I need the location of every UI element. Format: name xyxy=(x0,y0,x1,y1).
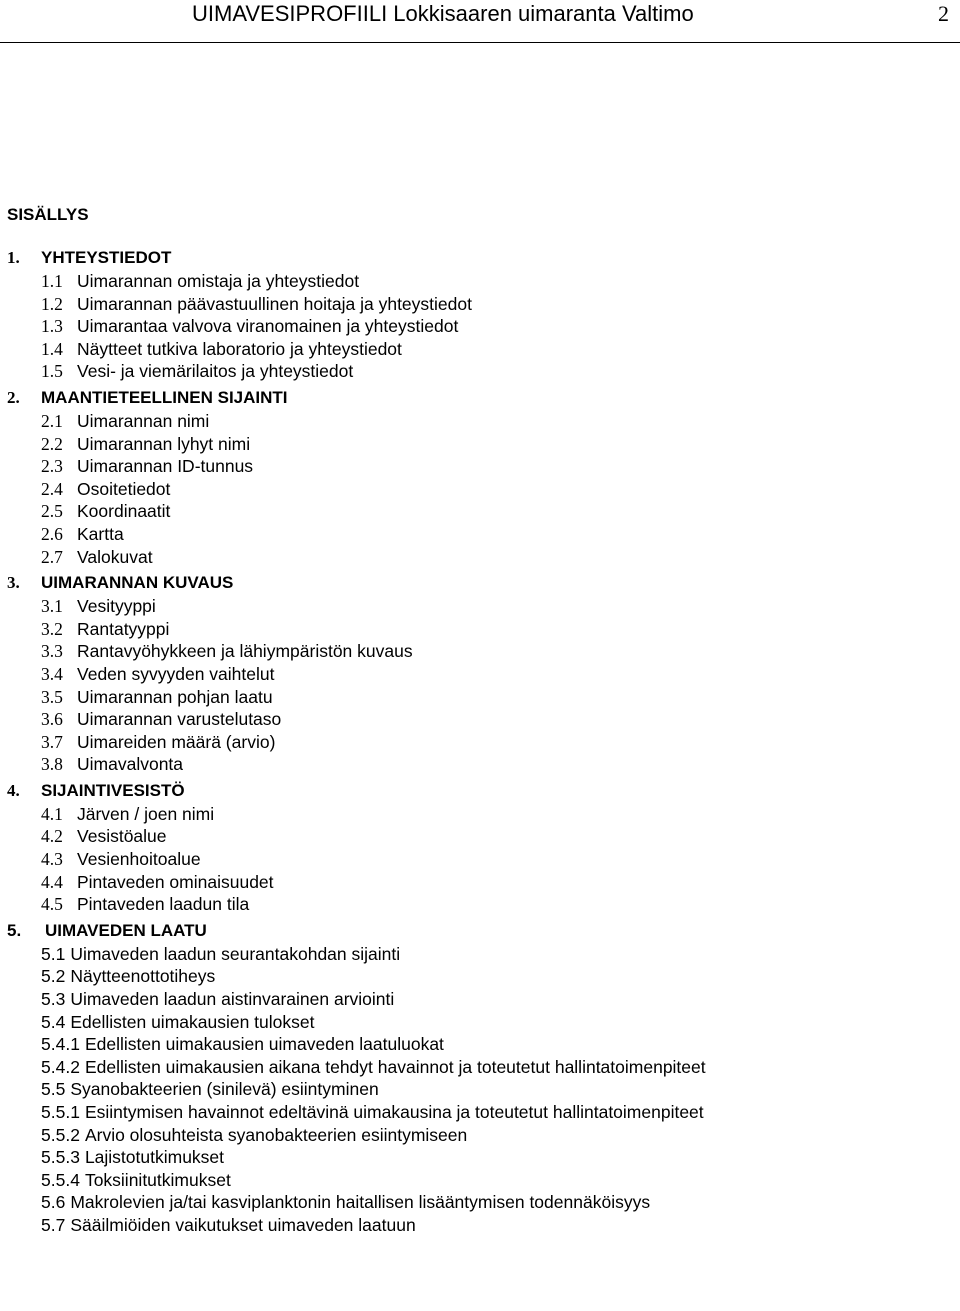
entry-number: 5.7 xyxy=(41,1214,66,1235)
toc-entry[interactable] xyxy=(41,1215,960,1238)
entry-label: Vesistöalue xyxy=(77,826,167,847)
entry-label: Osoitetiedot xyxy=(77,478,171,499)
entry-number: 5.5.2 xyxy=(41,1124,80,1145)
entry-label: Uimarannan ID-tunnus xyxy=(77,456,254,477)
entry-label: Näytteenottotiheys xyxy=(70,966,216,987)
entry-number: 2.4 xyxy=(41,478,63,499)
toc-entry[interactable] xyxy=(41,524,960,547)
entry-number: 5.4.2 xyxy=(41,1056,80,1077)
entry-number: 2.6 xyxy=(41,523,63,544)
section-heading[interactable] xyxy=(0,781,960,804)
section-title: MAANTIETEELLINEN SIJAINTI xyxy=(41,387,288,407)
toc-entry[interactable] xyxy=(41,339,960,362)
entry-label: Kartta xyxy=(77,523,124,544)
toc-entry[interactable] xyxy=(41,966,960,989)
entry-number: 4.5 xyxy=(41,894,63,915)
entry-label: Vesienhoitoalue xyxy=(77,849,201,870)
section-heading[interactable] xyxy=(0,388,960,411)
entry-number: 3.5 xyxy=(41,686,63,707)
toc-entry[interactable] xyxy=(41,596,960,619)
section-number: 2. xyxy=(7,387,20,407)
header-divider xyxy=(0,42,960,43)
entry-label: Sääilmiöiden vaikutukset uimaveden laatuun xyxy=(70,1214,416,1235)
entry-label: Rantatyyppi xyxy=(77,618,170,639)
toc-entry[interactable] xyxy=(41,1192,960,1215)
entry-number: 1.4 xyxy=(41,338,63,359)
section-items xyxy=(0,411,960,569)
entry-label: Uimaveden laadun aistinvarainen arviointi xyxy=(70,989,395,1010)
entry-label: Uimavalvonta xyxy=(77,754,184,775)
entry-label: Lajistotutkimukset xyxy=(84,1147,225,1168)
toc-section xyxy=(0,388,960,569)
section-title: SIJAINTIVESISTÖ xyxy=(41,780,185,800)
section-number: 3. xyxy=(7,573,20,593)
section-items xyxy=(0,944,960,1238)
toc-entry[interactable] xyxy=(41,619,960,642)
toc-entry[interactable] xyxy=(41,709,960,732)
toc-entry[interactable] xyxy=(41,456,960,479)
section-title: UIMARANNAN KUVAUS xyxy=(41,573,234,593)
toc-entry[interactable] xyxy=(41,989,960,1012)
toc-entry[interactable] xyxy=(41,1034,960,1057)
entry-label: Uimarannan päävastuullinen hoitaja ja yhteystiedot xyxy=(77,293,472,314)
section-number: 4. xyxy=(7,780,20,800)
entry-number: 5.4.1 xyxy=(41,1034,80,1055)
entry-label: Uimarannan nimi xyxy=(77,410,210,431)
toc-entry[interactable] xyxy=(41,641,960,664)
entry-number: 5.5.1 xyxy=(41,1102,80,1122)
entry-label: Uimaveden laadun seurantakohdan sijainti xyxy=(70,943,401,964)
toc-entry[interactable] xyxy=(41,411,960,434)
entry-number: 3.1 xyxy=(41,596,63,617)
toc-entry[interactable] xyxy=(41,1079,960,1102)
entry-label: Uimarantaa valvova viranomainen ja yhteystiedot xyxy=(77,316,459,337)
section-items xyxy=(0,596,960,777)
entry-label: Edellisten uimakausien aikana tehdyt havainnot ja toteutetut hallintatoimenpiteet xyxy=(84,1056,706,1077)
toc-entry[interactable] xyxy=(41,1102,960,1125)
entry-label: Rantavyöhykkeen ja lähiympäristön kuvaus xyxy=(77,641,413,662)
entry-label: Makrolevien ja/tai kasviplanktonin haitallisen lisääntymisen todennäköisyys xyxy=(70,1192,651,1213)
entry-number: 2.1 xyxy=(41,410,63,431)
document-title: UIMAVESIPROFIILI Lokkisaaren uimaranta Valtimo xyxy=(192,1,694,26)
entry-label: Uimarannan varustelutaso xyxy=(77,709,282,730)
section-number: 5. xyxy=(7,920,22,940)
toc-entry[interactable] xyxy=(41,732,960,755)
entry-label: Vesi- ja viemärilaitos ja yhteystiedot xyxy=(77,361,354,382)
entry-number: 1.1 xyxy=(41,271,63,291)
entry-label: Uimarannan pohjan laatu xyxy=(77,686,273,707)
entry-label: Uimareiden määrä (arvio) xyxy=(77,731,276,752)
toc-entry[interactable] xyxy=(41,271,960,294)
entry-number: 3.7 xyxy=(41,731,63,752)
toc-entry[interactable] xyxy=(41,664,960,687)
page-number: 2 xyxy=(938,1,949,26)
toc-entry[interactable] xyxy=(41,501,960,524)
toc-section xyxy=(0,921,960,1238)
entry-label: Vesityyppi xyxy=(77,596,156,617)
entry-number: 5.5 xyxy=(41,1079,66,1100)
entry-number: 5.1 xyxy=(41,943,66,964)
entry-number: 3.2 xyxy=(41,618,63,639)
entry-number: 2.5 xyxy=(41,501,63,522)
toc-entry[interactable] xyxy=(41,894,960,917)
toc-entry[interactable] xyxy=(41,754,960,777)
page-header xyxy=(0,0,960,44)
toc-entry[interactable] xyxy=(41,316,960,339)
toc-entry[interactable] xyxy=(41,1170,960,1193)
toc-entry[interactable] xyxy=(41,1057,960,1080)
section-heading[interactable] xyxy=(0,248,960,271)
entry-label: Syanobakteerien (sinilevä) esiintyminen xyxy=(70,1079,379,1100)
toc-section xyxy=(0,781,960,917)
entry-number: 4.4 xyxy=(41,871,63,892)
entry-number: 3.8 xyxy=(41,754,63,775)
section-title: YHTEYSTIEDOT xyxy=(41,248,172,267)
section-number: 1. xyxy=(7,248,20,267)
toc-entry[interactable] xyxy=(41,1125,960,1148)
section-items xyxy=(0,804,960,917)
entry-label: Valokuvat xyxy=(77,546,153,567)
toc-section xyxy=(0,573,960,777)
toc-entry[interactable] xyxy=(41,434,960,457)
entry-label: Edellisten uimakausien uimaveden laatuluokat xyxy=(84,1034,444,1055)
toc-heading: SISÄLLYS xyxy=(7,205,89,224)
entry-number: 5.3 xyxy=(41,989,66,1010)
table-of-contents xyxy=(0,248,960,1242)
entry-label: Uimarannan lyhyt nimi xyxy=(77,433,251,454)
entry-label: Uimarannan omistaja ja yhteystiedot xyxy=(77,271,360,291)
section-items xyxy=(0,271,960,384)
toc-entry[interactable] xyxy=(41,547,960,570)
entry-label: Järven / joen nimi xyxy=(77,803,215,824)
entry-label: Näytteet tutkiva laboratorio ja yhteystiedot xyxy=(77,338,402,359)
toc-entry[interactable] xyxy=(41,826,960,849)
entry-label: Pintaveden ominaisuudet xyxy=(77,871,274,892)
toc-entry[interactable] xyxy=(41,479,960,502)
entry-number: 5.2 xyxy=(41,966,66,987)
entry-label: Veden syvyyden vaihtelut xyxy=(77,663,275,684)
section-title: UIMAVEDEN LAATU xyxy=(45,920,207,940)
toc-entry[interactable] xyxy=(41,944,960,967)
entry-label: Pintaveden laadun tila xyxy=(77,894,250,915)
entry-number: 2.7 xyxy=(41,546,63,567)
entry-label: Edellisten uimakausien tulokset xyxy=(70,1011,315,1032)
entry-number: 4.3 xyxy=(41,849,63,870)
entry-label: Esiintymisen havainnot edeltävinä uimakausina ja toteutetut hallintatoimenpiteet xyxy=(84,1102,704,1122)
entry-number: 2.2 xyxy=(41,433,63,454)
entry-number: 1.2 xyxy=(41,293,63,314)
toc-entry[interactable] xyxy=(41,361,960,384)
entry-number: 3.6 xyxy=(41,709,63,730)
toc-entry[interactable] xyxy=(41,294,960,317)
toc-entry[interactable] xyxy=(41,849,960,872)
toc-entry[interactable] xyxy=(41,872,960,895)
section-heading[interactable] xyxy=(0,921,960,944)
entry-label: Koordinaatit xyxy=(77,501,171,522)
entry-number: 2.3 xyxy=(41,456,63,477)
entry-number: 5.6 xyxy=(41,1192,66,1213)
entry-number: 1.3 xyxy=(41,316,63,337)
entry-number: 5.5.3 xyxy=(41,1147,80,1168)
entry-number: 5.5.4 xyxy=(41,1169,80,1190)
toc-entry[interactable] xyxy=(41,1147,960,1170)
toc-section xyxy=(0,248,960,384)
entry-number: 4.1 xyxy=(41,803,63,824)
toc-entry[interactable] xyxy=(41,687,960,710)
entry-number: 5.4 xyxy=(41,1011,66,1032)
entry-label: Arvio olosuhteista syanobakteerien esiintymiseen xyxy=(84,1124,468,1145)
entry-number: 4.2 xyxy=(41,826,63,847)
entry-label: Toksiinitutkimukset xyxy=(84,1169,231,1190)
entry-number: 3.3 xyxy=(41,641,63,662)
entry-number: 1.5 xyxy=(41,361,63,382)
entry-number: 3.4 xyxy=(41,663,63,684)
toc-entry[interactable] xyxy=(41,1012,960,1035)
section-heading[interactable] xyxy=(0,573,960,596)
toc-entry[interactable] xyxy=(41,804,960,827)
